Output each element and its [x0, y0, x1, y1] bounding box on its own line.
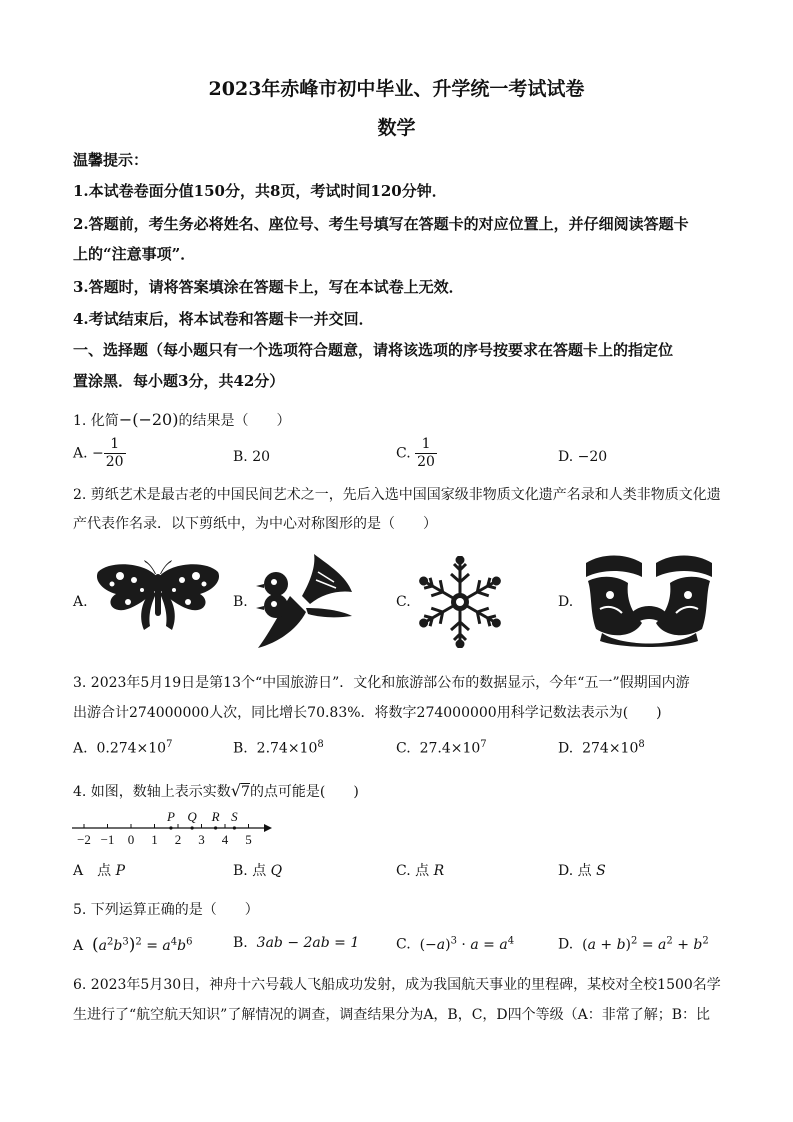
q1-a-fraction — [104, 436, 126, 471]
q5-c-label: C. — [396, 936, 411, 953]
q4-b-label: B. 点 — [233, 863, 267, 879]
q3-stem-line-2: 出游合计274000000人次，同比增长70.83%．将数字274000000用科学记数法表示为( ) — [73, 705, 662, 721]
notice-item-2-cont: 上的“注意事项”． — [73, 245, 196, 263]
number-line-point-label: Q — [187, 809, 197, 824]
notice-heading: 温馨提示： — [73, 151, 149, 169]
q2-option-c-label: C. — [396, 594, 411, 610]
q5-a-label: A — [73, 938, 84, 954]
number-line-tick-label: 3 — [198, 832, 205, 847]
q3-c-exponent: 7 — [480, 739, 487, 750]
q3-option-b — [233, 739, 324, 757]
q3-b-base: 2.74×10 — [256, 740, 318, 757]
q2-option-d-label: D. — [558, 594, 574, 610]
q5-c-expression: $(-a)^3 \cdot a = a^4$ — [419, 935, 515, 953]
q3-stem-line-1: 3. 2023年5月19日是第13个“中国旅游日”．文化和旅游部公布的数据显示，今年“五一”假期国内游 — [73, 675, 690, 691]
sqrt-symbol: √ — [230, 781, 242, 800]
twin-fish-papercut-image — [582, 553, 716, 647]
butterfly-papercut-image — [92, 560, 224, 640]
q3-option-a — [73, 739, 172, 757]
q3-c-label: C. — [396, 740, 411, 757]
number-line-tick-label: 0 — [127, 832, 135, 847]
q1-a-denominator: 20 — [105, 454, 124, 470]
q5-d-label: D. — [558, 936, 574, 953]
q4-option-d — [558, 860, 606, 880]
notice-item-3: 3.答题时，请将答案填涂在答题卡上，写在本试卷上无效． — [73, 278, 464, 296]
q4-c-label: C. 点 — [396, 863, 430, 879]
number-line-figure — [70, 806, 280, 850]
q1-a-label: A. — [73, 445, 88, 462]
q5-option-a — [73, 935, 192, 955]
q3-a-base: 0.274×10 — [96, 740, 167, 757]
q1-c-fraction — [415, 436, 437, 471]
number-line-points — [166, 809, 238, 830]
q1-option-c — [396, 436, 437, 471]
q6-stem-line-2: 生进行了“航空航天知识”了解情况的调查，调查结果分为A，B，C，D四个等级（A：非常了解；B：比 — [73, 1007, 711, 1023]
number-line-point — [214, 826, 217, 829]
number-line-point-label: S — [231, 809, 238, 824]
q1-a-sign: − — [92, 445, 104, 462]
q5-option-b — [233, 935, 359, 951]
q5-b-label: B. — [233, 935, 248, 951]
q3-a-label: A. — [73, 740, 88, 757]
q3-d-exponent: 8 — [638, 739, 645, 750]
q3-option-d — [558, 739, 645, 757]
section-heading-line-1: 一、选择题（每小题只有一个选项符合题意，请将该选项的序号按要求在答题卡上的指定位 — [73, 341, 674, 359]
q1-c-denominator: 20 — [417, 454, 435, 470]
q5-d-expression: $(a + b)^2 = a^2 + b^2$ — [582, 935, 709, 953]
q3-d-label: D. — [558, 740, 574, 757]
subject-title: 数学 — [377, 117, 416, 139]
q3-b-label: B. — [233, 740, 248, 757]
number-line-point — [169, 826, 172, 829]
q5-option-d — [558, 935, 709, 953]
q2-stem-line-1: 2. 剪纸艺术是最古老的中国民间艺术之一，先后入选中国国家级非物质文化遗产名录和人类非物质文化遗 — [73, 487, 721, 503]
q5-option-c — [396, 935, 514, 953]
q1-option-b: B. 20 — [233, 449, 271, 465]
q4-d-label: D. 点 — [558, 863, 592, 879]
snowflake-papercut-image — [414, 556, 506, 648]
q1-stem-a: 1. 化简 — [73, 413, 119, 429]
q4-stem-b: 的点可能是( ) — [249, 784, 359, 800]
number-line-tick-labels — [77, 832, 252, 847]
q4-a-var: P — [115, 863, 125, 879]
q4-a-label: A 点 — [73, 863, 112, 879]
number-line-point — [233, 826, 236, 829]
q4-d-var: S — [596, 863, 606, 879]
swallow-papercut-image — [250, 552, 354, 652]
q4-stem — [73, 781, 723, 802]
number-line-tick-label: 1 — [151, 832, 158, 847]
exam-title: 2023年赤峰市初中毕业、升学统一考试试卷 — [208, 78, 585, 100]
q1-c-label: C. — [396, 445, 411, 462]
number-line-point-label: R — [211, 809, 220, 824]
number-line-point-label: P — [166, 809, 175, 824]
q2-stem-line-2: 产代表作名录．以下剪纸中，为中心对称图形的是（ ） — [73, 516, 437, 532]
q4-c-var: R — [433, 863, 445, 879]
q2-option-a-label: A. — [73, 594, 88, 610]
q1-option-a — [73, 436, 126, 471]
q1-option-d: D. −20 — [558, 449, 608, 465]
q3-d-base: 274×10 — [582, 740, 639, 757]
number-line-tick-label: 5 — [245, 832, 252, 847]
q4-stem-a: 4. 如图，数轴上表示实数 — [73, 784, 231, 800]
q1-stem-b: 的结果是（ ） — [178, 413, 291, 429]
q2-option-b-label: B. — [233, 594, 248, 610]
number-line-point — [191, 826, 194, 829]
q5-a-expression: $(a^2b^3)^2 = a^4b^6$ — [92, 935, 193, 955]
number-line-tick-label: −2 — [77, 832, 91, 847]
number-line-tick-label: 4 — [221, 832, 229, 847]
q3-c-base: 27.4×10 — [419, 740, 481, 757]
q4-b-var: Q — [270, 863, 283, 879]
section-heading-line-2: 置涂黑．每小题3分，共42分） — [73, 372, 285, 390]
q5-stem: 5. 下列运算正确的是（ ） — [73, 902, 259, 918]
q1-c-numerator: 1 — [415, 436, 437, 454]
q1-expression: −(−20) — [118, 410, 179, 429]
q4-option-c — [396, 860, 444, 880]
q1-a-numerator: 1 — [104, 436, 126, 454]
q4-option-a — [73, 860, 125, 880]
q3-a-exponent: 7 — [166, 739, 173, 750]
number-line-tick-label: −1 — [100, 832, 115, 847]
q3-option-c — [396, 739, 487, 757]
q5-b-expression: 3ab − 2ab = 1 — [256, 935, 360, 951]
number-line-tick-label: 2 — [174, 832, 182, 847]
notice-item-4: 4.考试结束后，将本试卷和答题卡一并交回． — [73, 310, 374, 328]
q3-b-exponent: 8 — [317, 739, 324, 750]
q6-stem-line-1: 6. 2023年5月30日，神舟十六号载人飞船成功发射，成为我国航天事业的里程碑，某校对全校1500名学 — [73, 977, 721, 993]
notice-item-1: 1.本试卷卷面分值150分，共8页，考试时间120分钟． — [73, 182, 447, 200]
q1-stem — [73, 410, 723, 431]
q4-radicand: 7 — [241, 784, 250, 800]
q4-option-b — [233, 860, 282, 880]
notice-item-2: 2.答题前，考生务必将姓名、座位号、考生号填写在答题卡的对应位置上，并仔细阅读答题卡 — [73, 215, 689, 233]
